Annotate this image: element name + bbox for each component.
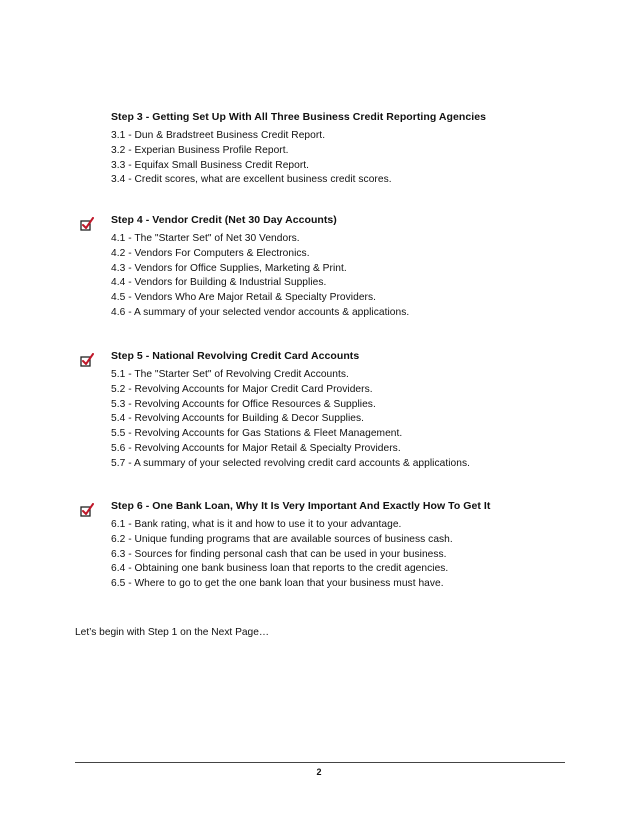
step-item: 3.2 - Experian Business Profile Report.	[111, 144, 289, 156]
step-item: 4.3 - Vendors for Office Supplies, Marketing & Print.	[111, 262, 347, 274]
step-item: 5.1 - The "Starter Set" of Revolving Credit Accounts.	[111, 369, 349, 380]
step-item: 4.4 - Vendors for Building & Industrial Supplies.	[111, 277, 327, 289]
closing-text: Let’s begin with Step 1 on the Next Page…	[75, 627, 270, 638]
step-item: 3.4 - Credit scores, what are excellent business credit scores.	[111, 174, 392, 186]
step-heading: Step 5 - National Revolving Credit Card Accounts	[111, 350, 360, 362]
step-item: 5.4 - Revolving Accounts for Building & Decor Supplies.	[111, 413, 365, 425]
checkbox-checked-icon	[80, 217, 94, 231]
step-item: 6.4 - Obtaining one bank business loan that reports to the credit agencies.	[111, 563, 449, 575]
step-item: 5.2 - Revolving Accounts for Major Credit Card Providers.	[111, 383, 373, 395]
step-item: 5.7 - A summary of your selected revolving credit card accounts & applications.	[111, 457, 470, 469]
step-item: 6.2 - Unique funding programs that are available sources of business cash.	[111, 533, 453, 545]
step-item: 3.3 - Equifax Small Business Credit Report.	[111, 159, 310, 171]
checkbox-checked-icon	[80, 353, 94, 367]
step-item: 6.5 - Where to go to get the one bank loan that your business must have.	[111, 578, 444, 590]
step-item: 5.5 - Revolving Accounts for Gas Stations & Fleet Management.	[111, 428, 403, 440]
footer-divider	[75, 762, 565, 763]
step-item: 4.2 - Vendors For Computers & Electronics.	[111, 247, 310, 259]
step-item: 6.3 - Sources for finding personal cash that can be used in your business.	[111, 548, 447, 560]
step-item: 4.5 - Vendors Who Are Major Retail & Specialty Providers.	[111, 292, 377, 304]
step-item: 4.6 - A summary of your selected vendor accounts & applications.	[111, 307, 410, 318]
step-item: 5.6 - Revolving Accounts for Major Retail & Specialty Providers.	[111, 443, 401, 454]
page-number: 2	[316, 767, 322, 777]
step-heading: Step 4 - Vendor Credit (Net 30 Day Accounts)	[111, 214, 337, 226]
step-heading: Step 3 - Getting Set Up With All Three Business Credit Reporting Agencies	[111, 111, 486, 123]
step-heading: Step 6 - One Bank Loan, Why It Is Very Important And Exactly How To Get It	[111, 500, 491, 512]
step-item: 6.1 - Bank rating, what is it and how to use it to your advantage.	[111, 519, 402, 530]
checkbox-checked-icon	[80, 503, 94, 517]
step-item: 4.1 - The "Starter Set" of Net 30 Vendors.	[111, 233, 300, 244]
step-item: 3.1 - Dun & Bradstreet Business Credit Report.	[111, 130, 326, 141]
step-item: 5.3 - Revolving Accounts for Office Resources & Supplies.	[111, 398, 376, 410]
